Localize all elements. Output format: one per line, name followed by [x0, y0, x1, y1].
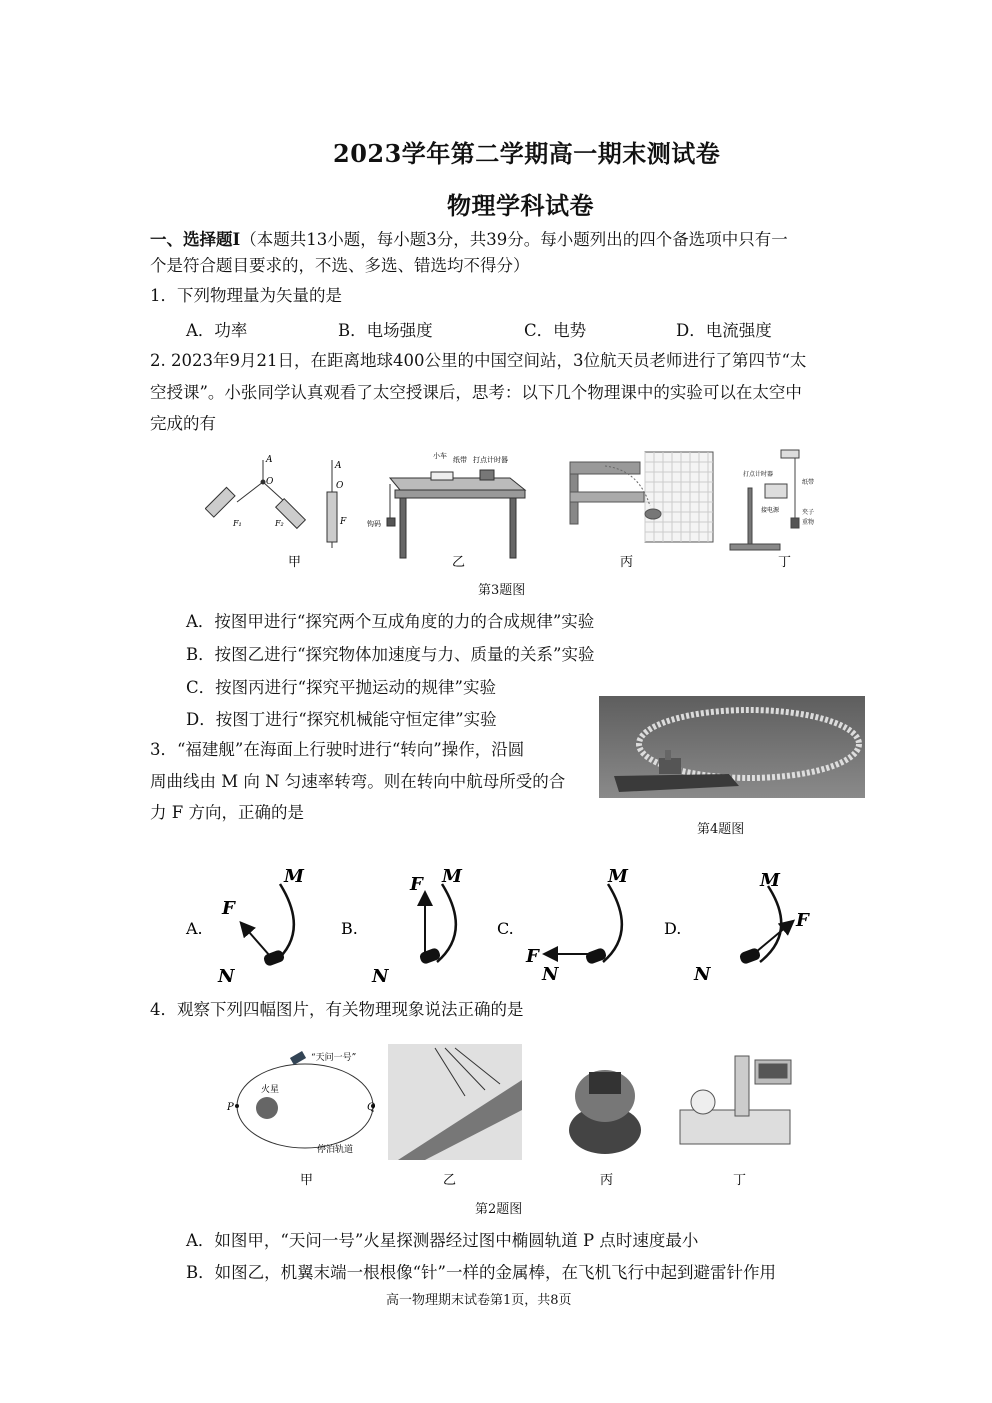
q2-option-d: D．按图丁进行“探究机械能守恒定律”实验 [186, 710, 497, 729]
q3-options-diagrams [180, 862, 820, 986]
q2-stem-line2: 空授课”。小张同学认真观看了太空授课后，思考：以下几个物理课中的实验可以在太空中 [150, 383, 802, 402]
q4-stem: 4．观察下列四幅图片，有关物理现象说法正确的是 [150, 1000, 524, 1019]
single-spring-scale [327, 460, 337, 548]
option-b-diagram [341, 866, 463, 986]
section-heading: 一、选择题Ⅰ [150, 230, 241, 249]
q2-stem-line1: 2. 2023年9月21日，在距离地球400公里的中国空间站，3位航天员老师进行了第四节“太 [150, 351, 807, 370]
label-clip: 夹子 [802, 509, 815, 516]
q2-option-a: A．按图甲进行“探究两个互成角度的力的合成规律”实验 [186, 612, 595, 631]
label-f-b: F [410, 874, 423, 895]
label-f2: F₂ [275, 519, 284, 528]
label-f1: F₁ [233, 519, 242, 528]
label-n-a: N [218, 966, 235, 986]
q1-option-a: A．功率 [186, 321, 248, 340]
label-hook: 钩码 [367, 520, 381, 528]
label-o2: O [336, 481, 344, 491]
mars-orbit-diagram [235, 1051, 375, 1148]
q4-option-a: A．如图甲，“天问一号”火星探测器经过图中椭圆轨道 P 点时速度最小 [186, 1231, 699, 1250]
q3-stem-line2: 周曲线由 M 向 N 匀速率转弯。则在转向中航母所受的合 [150, 772, 566, 791]
q1-stem: 1．下列物理量为矢量的是 [150, 286, 342, 305]
fig-label-yi: 乙 [452, 555, 466, 570]
q2-experiment-figure [205, 448, 825, 578]
label-tape2: 纸带 [802, 479, 815, 486]
q3-stem-line3: 力 F 方向，正确的是 [150, 803, 304, 822]
exam-title: 2023学年第二学期高一期末测试卷 [333, 139, 721, 168]
q4-label-jia: 甲 [300, 1173, 314, 1188]
label-o: O [266, 477, 274, 487]
label-p: P [227, 1102, 234, 1113]
spring-scales-pair [205, 460, 305, 528]
exam-subtitle: 物理学科试卷 [447, 191, 594, 220]
label-orbit: 停泊轨道 [317, 1145, 354, 1155]
q1-option-d: D．电流强度 [676, 321, 772, 340]
choice-a-label: A. [186, 919, 203, 938]
label-a2: A [335, 461, 342, 471]
carrier-turn-photo [599, 696, 865, 798]
fig-label-jia: 甲 [288, 555, 302, 570]
label-f-a: F [222, 898, 235, 919]
label-m-c: M [608, 866, 628, 887]
q3-stem-line1: 3．“福建舰”在海面上行驶时进行“转向”操作，沿圆 [150, 740, 525, 759]
q2-option-b: B．按图乙进行“探究物体加速度与力、质量的关系”实验 [186, 645, 595, 664]
instruction-line2: 个是符合题目要求的，不选、多选、错选均不得分） [150, 256, 530, 275]
q2-stem-line3: 完成的有 [150, 414, 216, 433]
q4-option-b: B．如图乙，机翼末端一根根像“针”一样的金属棒，在飞机飞行中起到避雷针作用 [186, 1263, 776, 1282]
q4-label-ding: 丁 [733, 1173, 747, 1188]
label-mars: 火星 [261, 1085, 280, 1095]
patient-machine-photo [680, 1056, 791, 1144]
page-footer: 高一物理期末试卷第1页，共8页 [386, 1293, 572, 1308]
fig-label-bing: 丙 [620, 555, 634, 570]
label-probe: “天问一号” [311, 1053, 357, 1063]
wing-photo [388, 1044, 522, 1160]
choice-b-label: B. [341, 919, 358, 938]
label-tape: 纸带 [453, 456, 467, 464]
q4-label-yi: 乙 [443, 1173, 457, 1188]
label-q: Q [367, 1102, 376, 1113]
q4-figure [225, 1040, 805, 1195]
projectile-board [570, 452, 713, 542]
q4-label-bing: 丙 [600, 1173, 614, 1188]
q3-photo-caption: 第4题图 [697, 822, 745, 837]
label-f-c: F [526, 946, 539, 967]
label-power: 接电源 [761, 507, 780, 514]
label-weight: 重物 [802, 519, 815, 526]
spinning-object-photo [569, 1070, 641, 1154]
label-a: A [266, 455, 273, 465]
option-c-diagram [497, 866, 629, 985]
q1-option-b: B．电场强度 [338, 321, 433, 340]
label-m-a: M [284, 866, 304, 887]
section-instruction [150, 229, 788, 251]
q4-figure-caption: 第2题图 [475, 1202, 523, 1217]
option-a-diagram [185, 866, 305, 986]
label-timer2: 打点计时器 [743, 471, 774, 478]
label-m-d: M [760, 870, 780, 891]
label-f: F [340, 517, 347, 527]
label-f-d: F [796, 910, 809, 931]
label-n-c: N [542, 964, 559, 985]
label-cart: 小车 [433, 452, 447, 460]
choice-c-label: C. [497, 919, 514, 938]
q2-figure-caption: 第3题图 [478, 583, 526, 598]
q1-option-c: C．电势 [524, 321, 587, 340]
label-n-b: N [372, 966, 389, 986]
label-m-b: M [442, 866, 462, 887]
q2-option-c: C．按图丙进行“探究平抛运动的规律”实验 [186, 678, 496, 697]
free-fall-apparatus [730, 450, 799, 550]
cart-table [387, 470, 525, 558]
label-timer: 打点计时器 [473, 456, 508, 464]
label-n-d: N [694, 964, 711, 985]
choice-d-label: D. [664, 919, 682, 938]
instruction-line1: （本题共13小题，每小题3分，共39分。每小题列出的四个备选项中只有一 [240, 230, 788, 249]
option-d-diagram [664, 870, 810, 985]
fig-label-ding: 丁 [778, 555, 792, 570]
